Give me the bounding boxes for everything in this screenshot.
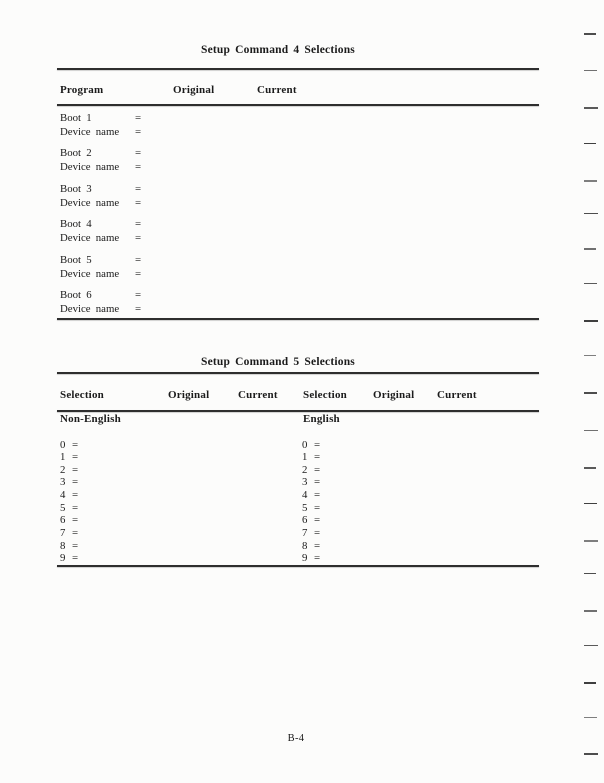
edge-mark — [584, 213, 598, 214]
table-row — [60, 217, 260, 231]
equals-sign: = — [72, 539, 79, 552]
equals-sign: = — [135, 268, 142, 280]
equals-sign: = — [72, 463, 79, 476]
equals-sign: = — [135, 289, 142, 301]
selection-row — [60, 451, 120, 464]
selection-row — [60, 439, 120, 452]
equals-sign: = — [135, 218, 142, 230]
edge-mark — [584, 717, 597, 718]
device-name-label: Device name — [60, 268, 120, 280]
table2-title: Setup Command 5 Selections — [200, 356, 355, 368]
edge-mark — [584, 540, 598, 542]
boot-label: Boot 6 — [60, 289, 92, 301]
device-name-label: Device name — [60, 303, 120, 315]
edge-mark — [584, 392, 597, 394]
selection-number: 4 — [302, 489, 308, 502]
edge-mark — [584, 682, 596, 684]
selection-number: 0 — [302, 438, 308, 451]
equals-sign: = — [135, 254, 142, 266]
selection-row — [302, 514, 362, 527]
table2-group-heading-non-english: Non-English — [60, 413, 121, 425]
table-row — [60, 182, 260, 196]
edge-mark — [584, 573, 596, 574]
table-row — [60, 302, 260, 316]
table2-column-header-selection-left: Selection — [60, 389, 104, 401]
equals-sign: = — [135, 161, 142, 173]
selection-row — [302, 476, 362, 489]
selection-row — [60, 489, 120, 502]
equals-sign: = — [314, 463, 321, 476]
table2-rule-top — [57, 372, 539, 374]
equals-sign: = — [135, 232, 142, 244]
edge-mark — [584, 143, 596, 144]
selection-row — [302, 527, 362, 540]
table1-column-header-current: Current — [257, 84, 297, 96]
table1-rule-top — [57, 68, 539, 70]
equals-sign: = — [314, 489, 321, 502]
selection-number: 8 — [60, 539, 66, 552]
selection-row — [60, 502, 120, 515]
table-row — [60, 111, 260, 125]
table2-column-header-current-left: Current — [238, 389, 278, 401]
equals-sign: = — [135, 303, 142, 315]
device-name-label: Device name — [60, 126, 120, 138]
table2-group-heading-english: English — [303, 413, 340, 425]
boot-entry — [60, 146, 260, 174]
boot-label: Boot 4 — [60, 218, 92, 230]
boot-entry — [60, 182, 260, 210]
table1-rule-header — [57, 104, 539, 106]
table2-column-header-original-left: Original — [168, 389, 210, 401]
equals-sign: = — [72, 489, 79, 502]
equals-sign: = — [314, 527, 321, 540]
selection-number: 7 — [302, 527, 308, 540]
selection-number: 5 — [302, 501, 308, 514]
boot-label: Boot 5 — [60, 254, 92, 266]
selection-number: 6 — [302, 514, 308, 527]
equals-sign: = — [314, 539, 321, 552]
edge-mark — [584, 70, 597, 71]
equals-sign: = — [72, 438, 79, 451]
selection-row — [60, 464, 120, 477]
selection-number: 1 — [302, 451, 308, 464]
boot-label: Boot 1 — [60, 112, 92, 124]
edge-mark — [584, 430, 598, 431]
selection-row — [60, 514, 120, 527]
selection-number: 0 — [60, 438, 66, 451]
equals-sign: = — [72, 501, 79, 514]
table1-title: Setup Command 4 Selections — [200, 44, 355, 56]
edge-mark — [584, 753, 598, 755]
table2-column-header-original-right: Original — [373, 389, 415, 401]
edge-mark — [584, 283, 597, 284]
selection-row — [302, 489, 362, 502]
selection-row — [60, 527, 120, 540]
edge-mark — [584, 355, 596, 356]
boot-entry — [60, 217, 260, 245]
equals-sign: = — [314, 476, 321, 489]
equals-sign: = — [314, 451, 321, 464]
selection-number: 3 — [60, 476, 66, 489]
selection-number: 7 — [60, 527, 66, 540]
selection-row — [302, 552, 362, 565]
equals-sign: = — [72, 514, 79, 527]
selection-number: 9 — [60, 552, 66, 565]
equals-sign: = — [314, 438, 321, 451]
equals-sign: = — [135, 183, 142, 195]
equals-sign: = — [72, 552, 79, 565]
equals-sign: = — [135, 112, 142, 124]
equals-sign: = — [314, 514, 321, 527]
boot-entry — [60, 253, 260, 281]
table1-column-header-program: Program — [60, 84, 104, 96]
equals-sign: = — [135, 147, 142, 159]
equals-sign: = — [314, 501, 321, 514]
selection-row — [302, 439, 362, 452]
page-number: B-4 — [287, 733, 305, 744]
edge-mark — [584, 107, 598, 109]
selection-number: 1 — [60, 451, 66, 464]
selection-number: 8 — [302, 539, 308, 552]
boot-label: Boot 2 — [60, 147, 92, 159]
edge-mark — [584, 467, 596, 469]
table-row — [60, 196, 260, 210]
boot-label: Boot 3 — [60, 183, 92, 195]
edge-mark — [584, 248, 596, 250]
table-row — [60, 288, 260, 302]
selection-row — [60, 540, 120, 553]
table-row — [60, 231, 260, 245]
table-row — [60, 160, 260, 174]
selection-row — [60, 552, 120, 565]
table2-rule-header — [57, 410, 539, 412]
equals-sign: = — [72, 527, 79, 540]
device-name-label: Device name — [60, 197, 120, 209]
selection-number: 2 — [60, 463, 66, 476]
table2-column-header-current-right: Current — [437, 389, 477, 401]
table-row — [60, 146, 260, 160]
selection-number: 5 — [60, 501, 66, 514]
selection-number: 3 — [302, 476, 308, 489]
selection-row — [302, 502, 362, 515]
selection-number: 2 — [302, 463, 308, 476]
table1-rule-bottom — [57, 318, 539, 320]
selection-row — [302, 464, 362, 477]
equals-sign: = — [72, 451, 79, 464]
selection-row — [302, 540, 362, 553]
edge-mark — [584, 180, 597, 182]
boot-entry — [60, 288, 260, 316]
edge-mark — [584, 33, 596, 35]
table-row — [60, 267, 260, 281]
edge-mark — [584, 610, 597, 612]
selection-number: 4 — [60, 489, 66, 502]
table2-column-header-selection-right: Selection — [303, 389, 347, 401]
edge-mark — [584, 503, 597, 504]
table1-column-header-original: Original — [173, 84, 215, 96]
equals-sign: = — [135, 126, 142, 138]
edge-mark — [584, 645, 598, 646]
table2-rule-bottom — [57, 565, 539, 567]
equals-sign: = — [135, 197, 142, 209]
table-row — [60, 125, 260, 139]
equals-sign: = — [72, 476, 79, 489]
device-name-label: Device name — [60, 161, 120, 173]
edge-mark — [584, 320, 598, 322]
device-name-label: Device name — [60, 232, 120, 244]
selection-row — [60, 476, 120, 489]
equals-sign: = — [314, 552, 321, 565]
selection-number: 9 — [302, 552, 308, 565]
selection-number: 6 — [60, 514, 66, 527]
table-row — [60, 253, 260, 267]
boot-entry — [60, 111, 260, 139]
selection-row — [302, 451, 362, 464]
